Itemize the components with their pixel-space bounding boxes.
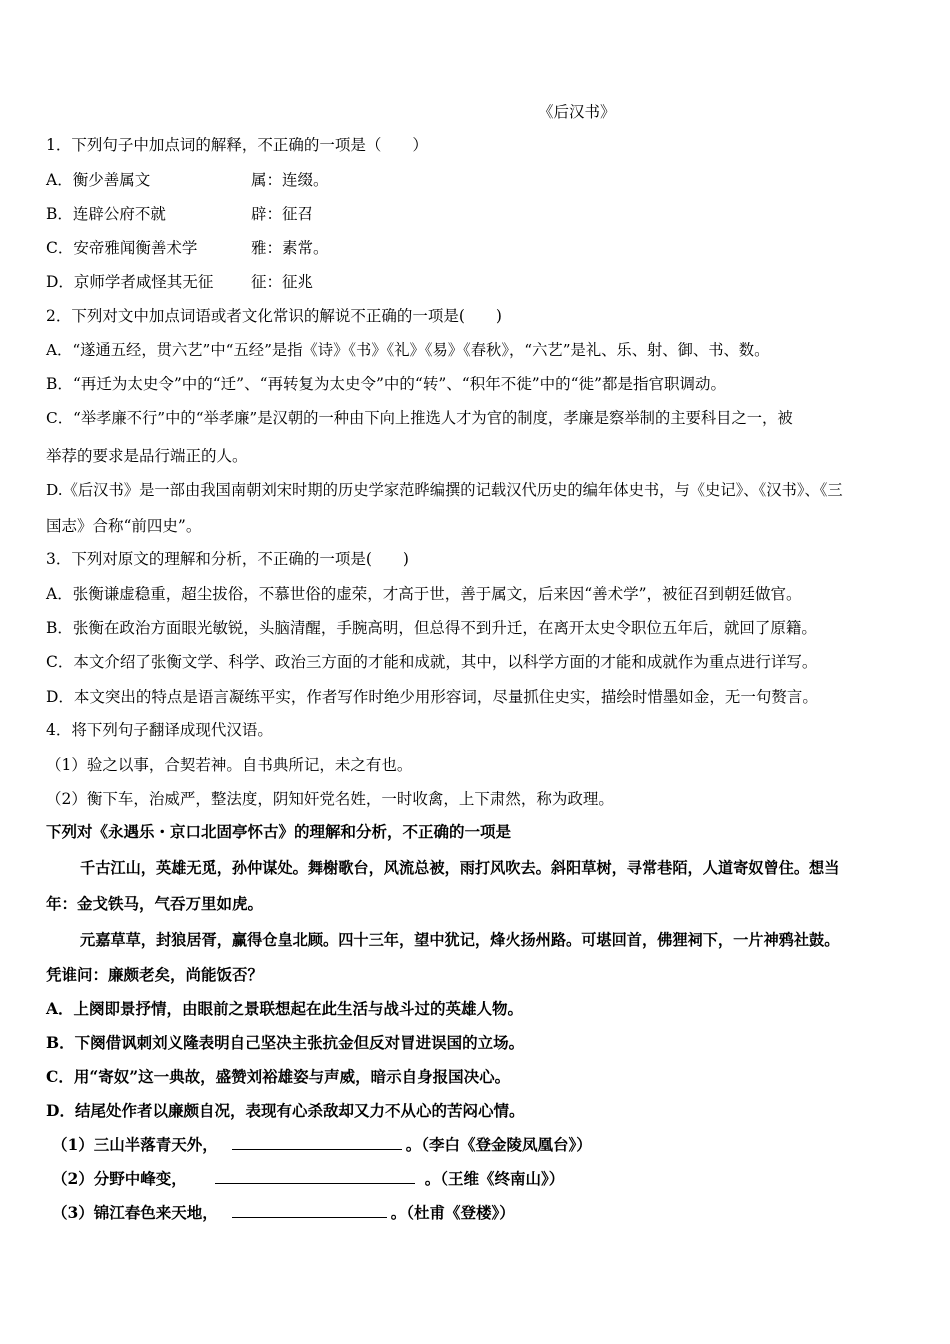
- q5-stem: 下列对《永遇乐・京口北固亭怀古》的理解和分析，不正确的一项是: [46, 822, 512, 841]
- fill-line-2: [52, 1168, 564, 1190]
- fill-line-3: [52, 1202, 515, 1224]
- q2-option-b: B．“再迁为太史令”中的“迁”、“再转复为太史令”中的“转”、“积年不徙”中的“徙”都是指官职调动。: [46, 375, 726, 393]
- poem-line-1: 千古江山，英雄无觅，孙仲谋处。舞榭歌台，风流总被，雨打风吹去。斜阳草树，寻常巷陌，人道寄奴曾住。想当: [80, 859, 840, 877]
- fill-suffix: 。（王维《终南山》）: [424, 1169, 565, 1188]
- q3-stem: 3．下列对原文的理解和分析，不正确的一项是( ): [46, 550, 409, 568]
- q1-option-c: [46, 237, 329, 259]
- option-gloss: 雅：素常。: [251, 239, 329, 257]
- q3-option-a: A．张衡谦虚稳重，超尘拔俗，不慕世俗的虚荣，才高于世，善于属文，后来因“善术学”，被征召到朝廷做官。: [46, 585, 802, 603]
- q4-stem: 4．将下列句子翻译成现代汉语。: [46, 721, 273, 739]
- fill-suffix: 。（李白《登金陵凤凰台》）: [405, 1135, 592, 1154]
- option-text: D．京师学者咸怪其无征: [46, 273, 214, 291]
- answer-blank[interactable]: [215, 1169, 415, 1184]
- fill-prefix: （2）分野中峰变，: [52, 1169, 187, 1188]
- q5-option-a: A．上阕即景抒情，由眼前之景联想起在此生活与战斗过的英雄人物。: [46, 999, 524, 1018]
- option-gloss: 辟：征召: [251, 205, 314, 223]
- q4-sentence-1: （1）验之以事，合契若神。自书典所记，未之有也。: [46, 756, 413, 774]
- q3-option-d: D．本文突出的特点是语言凝练平实，作者写作时绝少用形容词，尽量抓住史实，描绘时惜墨如金，无一句赘言。: [46, 688, 818, 706]
- poem-line-1-cont: 年：金戈铁马，气吞万里如虎。: [46, 894, 264, 913]
- option-text: C．安帝雅闻衡善术学: [46, 239, 198, 257]
- option-gloss: 属：连缀。: [251, 171, 329, 189]
- answer-blank[interactable]: [232, 1135, 402, 1150]
- fill-line-1: [52, 1134, 592, 1156]
- source-title: 《后汉书》: [538, 103, 616, 121]
- q1-option-a: [46, 169, 329, 191]
- option-text: B．连辟公府不就: [46, 205, 166, 223]
- option-gloss: 征：征兆: [251, 273, 314, 291]
- answer-blank[interactable]: [232, 1203, 387, 1218]
- q4-sentence-2: （2）衡下车，治威严，整法度，阴知奸党名姓，一时收禽，上下肃然，称为政理。: [46, 790, 614, 808]
- q2-option-c: C．“举孝廉不行”中的“举孝廉”是汉朝的一种由下向上推选人才为官的制度，孝廉是察举制的主要科目之一，被: [46, 409, 793, 427]
- fill-prefix: （1）三山半落青天外，: [52, 1135, 218, 1154]
- q5-option-d: D．结尾处作者以廉颇自况，表现有心杀敌却又力不从心的苦闷心情。: [46, 1101, 525, 1120]
- q2-option-c-cont: 举荐的要求是品行端正的人。: [46, 447, 248, 465]
- q1-option-b: [46, 203, 314, 225]
- q5-option-c: C．用“寄奴”这一典故，盛赞刘裕雄姿与声威，暗示自身报国决心。: [46, 1067, 511, 1086]
- q3-option-c: C．本文介绍了张衡文学、科学、政治三方面的才能和成就，其中，以科学方面的才能和成就作为重点进行详写。: [46, 653, 818, 671]
- q2-option-d-cont: 国志》合称“前四史”。: [46, 517, 202, 535]
- q2-option-a: A．“遂通五经，贯六艺”中“五经”是指《诗》《书》《礼》《易》《春秋》，“六艺”是礼、乐、射、御、书、数。: [46, 341, 770, 359]
- q1-option-d: [46, 271, 314, 293]
- option-text: A．衡少善属文: [46, 171, 151, 189]
- q2-stem: 2．下列对文中加点词语或者文化常识的解说不正确的一项是( ): [46, 307, 502, 325]
- poem-line-2-cont: 凭谁问：廉颇老矣，尚能饭否？: [46, 965, 264, 984]
- q5-option-b: B．下阕借讽刺刘义隆表明自己坚决主张抗金但反对冒进误国的立场。: [46, 1033, 525, 1052]
- fill-prefix: （3）锦江春色来天地，: [52, 1203, 218, 1222]
- q2-option-d: D.《后汉书》是一部由我国南朝刘宋时期的历史学家范晔编撰的记载汉代历史的编年体史书，与《史记》、《汉书》、《三: [46, 481, 843, 499]
- poem-line-2: 元嘉草草，封狼居胥，赢得仓皇北顾。四十三年，望中犹记，烽火扬州路。可堪回首，佛狸祠下，一片神鸦社鼓。: [80, 931, 840, 949]
- fill-suffix: 。（杜甫《登楼》）: [390, 1203, 515, 1222]
- q3-option-b: B．张衡在政治方面眼光敏锐，头脑清醒，手腕高明，但总得不到升迁，在离开太史令职位五年后，就回了原籍。: [46, 619, 817, 637]
- q1-stem: 1．下列句子中加点词的解释，不正确的一项是（ ）: [46, 136, 428, 154]
